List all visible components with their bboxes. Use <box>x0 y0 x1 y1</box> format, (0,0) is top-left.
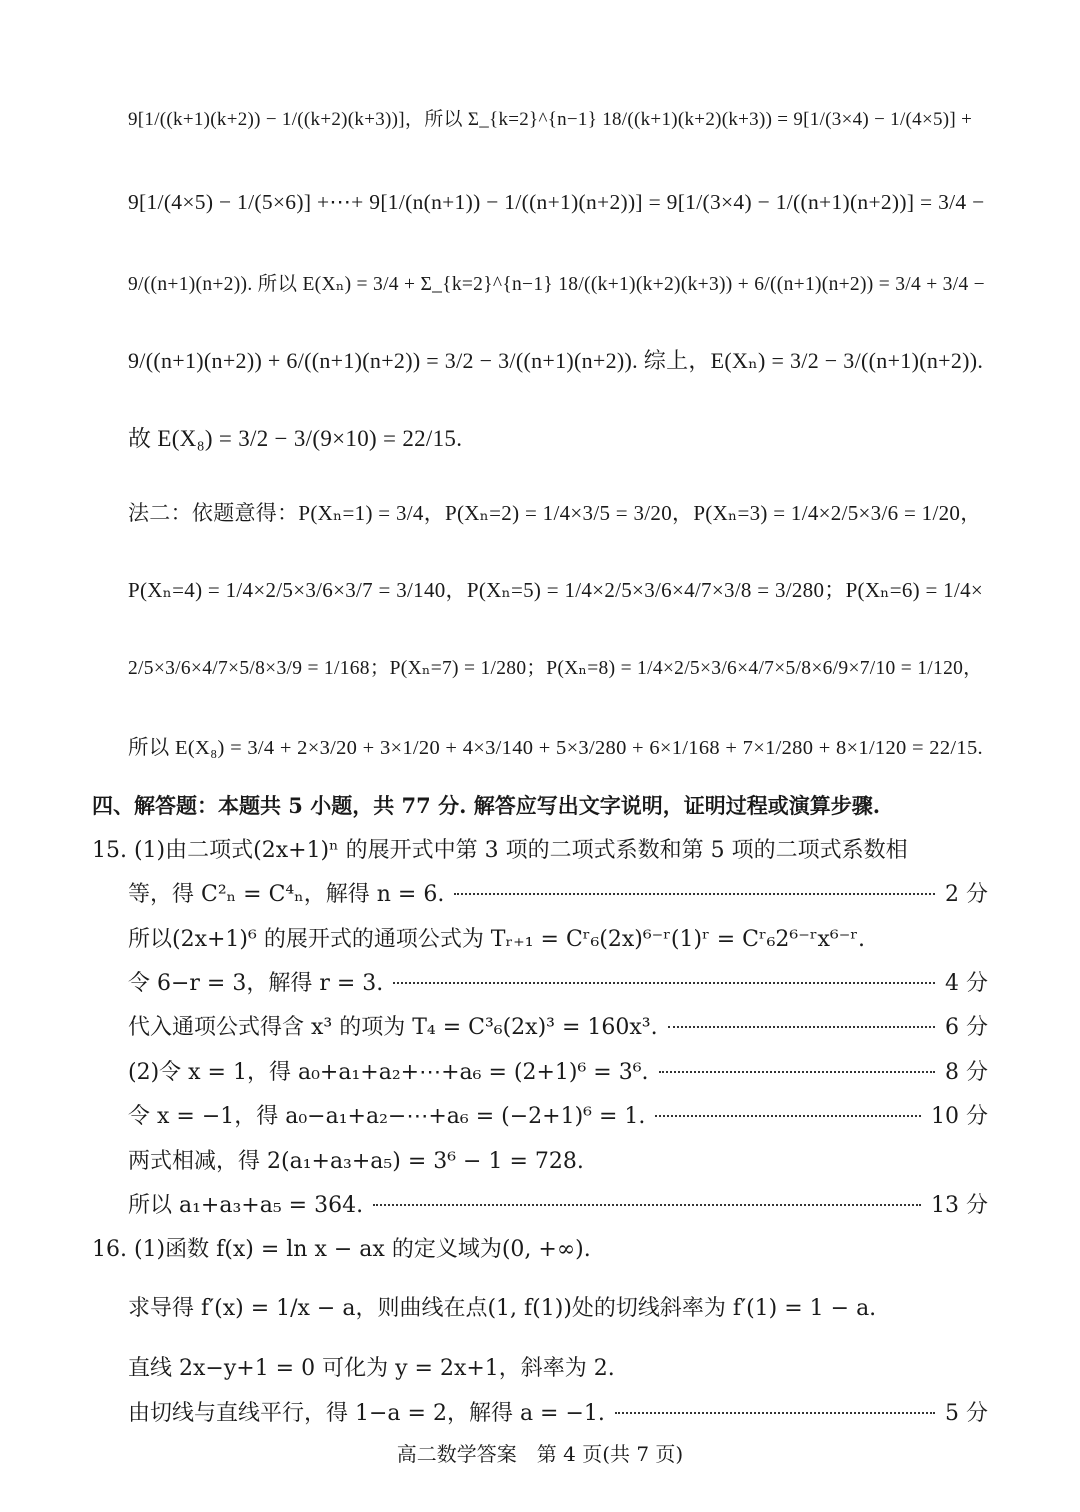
step-text: 两式相减，得 2(a₁+a₃+a₅) = 3⁶ − 1 = 728. <box>128 1149 584 1174</box>
q15-step-4 <box>128 1010 988 1041</box>
derivation-line-1: 9[1/((k+1)(k+2)) − 1/((k+2)(k+3))]，所以 Σ_{k=2}^{n−1} 18/((k+1)(k+2)(k+3)) = 9[1/(3×4) − 1/(4×5)] + <box>128 109 973 130</box>
derivation-line-5: 故 E(X₈) = 3/2 − 3/(9×10) = 22/15. <box>128 426 463 451</box>
step-text: 所以(2x+1)⁶ 的展开式的通项公式为 Tᵣ₊₁ = Cʳ₆(2x)⁶⁻ʳ(1)ʳ = Cʳ₆2⁶⁻ʳx⁶⁻ʳ. <box>128 927 865 952</box>
q16-step-1 <box>128 1291 988 1322</box>
dot-leader <box>655 1115 921 1117</box>
q16-intro: 16. (1)函数 f(x) = ln x − ax 的定义域为(0, +∞). <box>92 1237 591 1262</box>
score-label: 2 分 <box>945 882 988 907</box>
q16-step-3 <box>128 1396 988 1427</box>
dot-leader <box>615 1412 935 1414</box>
page-footer: 高二数学答案 第 4 页(共 7 页) <box>396 1442 684 1466</box>
score-label: 8 分 <box>945 1060 988 1085</box>
step-text: 所以 a₁+a₃+a₅ = 364. <box>128 1193 364 1218</box>
dot-leader <box>393 982 935 984</box>
score-label: 10 分 <box>931 1104 988 1129</box>
dot-leader <box>659 1071 935 1073</box>
step-text: 令 6−r = 3，解得 r = 3. <box>128 971 384 996</box>
step-text: 代入通项公式得含 x³ 的项为 T₄ = C³₆(2x)³ = 160x³. <box>128 1015 658 1040</box>
derivation-line-6: 法二：依题意得：P(Xₙ=1) = 3/4，P(Xₙ=2) = 1/4×3/5 = 3/20，P(Xₙ=3) = 1/4×2/5×3/6 = 1/20， <box>128 501 982 525</box>
step-text: 求导得 f′(x) = 1/x − a，则曲线在点(1, f(1))处的切线斜率为 f′(1) = 1 − a. <box>128 1296 877 1321</box>
q15-step-3 <box>128 966 988 997</box>
step-text: 由切线与直线平行，得 1−a = 2，解得 a = −1. <box>128 1401 605 1426</box>
derivation-line-9: 所以 E(X₈) = 3/4 + 2×3/20 + 3×1/20 + 4×3/140 + 5×3/280 + 6×1/168 + 7×1/280 + 8×1/120 = 22/15. <box>128 737 983 759</box>
step-text: 等，得 C²ₙ = C⁴ₙ，解得 n = 6. <box>128 882 445 907</box>
derivation-line-4: 9/((n+1)(n+2)) + 6/((n+1)(n+2)) = 3/2 − 3/((n+1)(n+2)). 综上，E(Xₙ) = 3/2 − 3/((n+1)(n+2)). <box>128 348 984 373</box>
dot-leader <box>454 893 935 895</box>
q15-step-7 <box>128 1144 988 1175</box>
q15-step-2 <box>128 922 988 953</box>
q15-intro: 15. (1)由二项式(2x+1)ⁿ 的展开式中第 3 项的二项式系数和第 5 项的二项式系数相 <box>92 838 908 863</box>
dot-leader <box>668 1026 935 1028</box>
section-heading: 四、解答题：本题共 5 小题，共 77 分. 解答应写出文字说明，证明过程或演算步骤. <box>92 793 881 818</box>
step-text: (2)令 x = 1，得 a₀+a₁+a₂+⋯+a₆ = (2+1)⁶ = 3⁶. <box>128 1060 649 1085</box>
score-label: 4 分 <box>945 971 988 996</box>
score-label: 13 分 <box>931 1193 988 1218</box>
step-text: 令 x = −1，得 a₀−a₁+a₂−⋯+a₆ = (−2+1)⁶ = 1. <box>128 1104 646 1129</box>
q15-step-8 <box>128 1188 988 1219</box>
step-text: 直线 2x−y+1 = 0 可化为 y = 2x+1，斜率为 2. <box>128 1356 615 1381</box>
derivation-line-7: P(Xₙ=4) = 1/4×2/5×3/6×3/7 = 3/140，P(Xₙ=5) = 1/4×2/5×3/6×4/7×3/8 = 3/280；P(Xₙ=6) = 1/4× <box>128 578 984 602</box>
score-label: 6 分 <box>945 1015 988 1040</box>
derivation-line-8: 2/5×3/6×4/7×5/8×3/9 = 1/168；P(Xₙ=7) = 1/280；P(Xₙ=8) = 1/4×2/5×3/6×4/7×5/8×6/9×7/10 = 1/120， <box>128 658 983 679</box>
q15-step-5 <box>128 1055 988 1086</box>
q15-step-1 <box>128 877 988 908</box>
derivation-line-2: 9[1/(4×5) − 1/(5×6)] +⋯+ 9[1/(n(n+1)) − 1/((n+1)(n+2))] = 9[1/(3×4) − 1/((n+1)(n+2))] = 3/4 − <box>128 190 985 214</box>
q15-step-6 <box>128 1099 988 1130</box>
dot-leader <box>373 1204 921 1206</box>
q16-step-2 <box>128 1351 988 1382</box>
derivation-line-3: 9/((n+1)(n+2)). 所以 E(Xₙ) = 3/4 + Σ_{k=2}^{n−1} 18/((k+1)(k+2)(k+3)) + 6/((n+1)(n+2)) = 3/4 + 3/4 − <box>128 274 985 295</box>
score-label: 5 分 <box>945 1401 988 1426</box>
